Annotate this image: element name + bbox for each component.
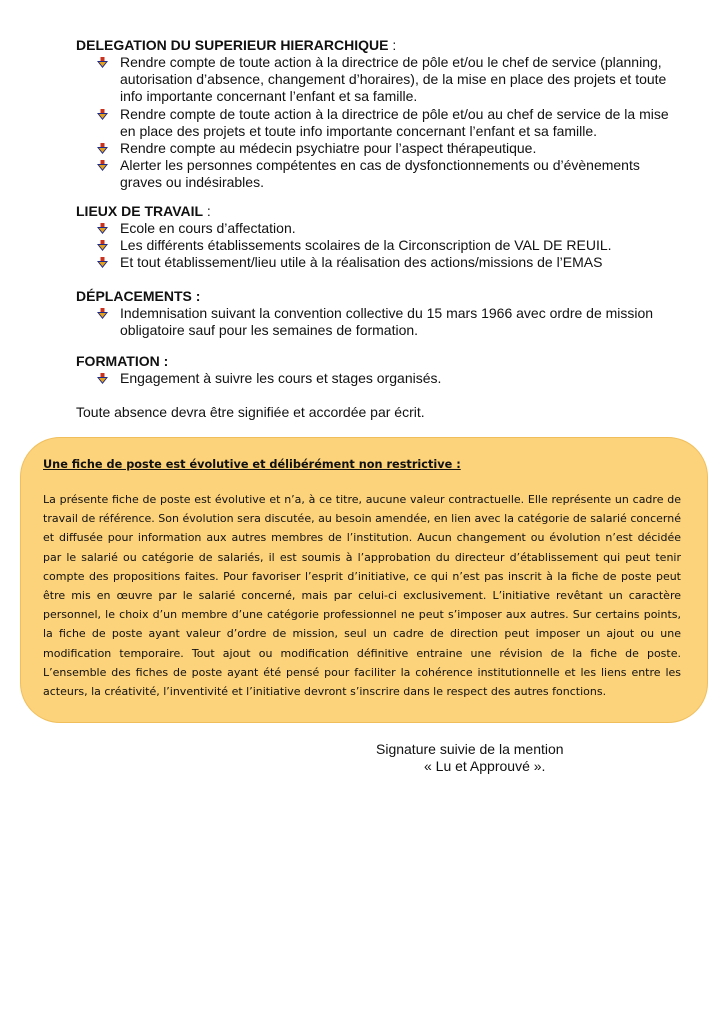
signature-line-1: Signature suivie de la mention [376, 741, 564, 757]
note-box [20, 437, 708, 723]
bullet-list [76, 305, 676, 339]
bullet-list [76, 54, 676, 192]
section-title: DELEGATION DU SUPERIEUR HIERARCHIQUE : [76, 37, 397, 53]
list-item: Rendre compte de toute action à la directrice de pôle et/ou le chef de service (planning, autorisation d’absence, changement d’horaires), de la mise en place des projets et toute info importante concernant l’enfant et sa famille. [76, 54, 676, 106]
arrow-down-icon [97, 223, 108, 234]
list-item: Alerter les personnes compétentes en cas de dysfonctionnements ou d’évènements graves ou indésirables. [76, 157, 676, 191]
section-title: DÉPLACEMENTS : [76, 288, 201, 304]
list-item: Et tout établissement/lieu utile à la réalisation des actions/missions de l’EMAS [76, 254, 676, 271]
arrow-down-icon [97, 308, 108, 319]
arrow-down-icon [97, 160, 108, 171]
list-item: Engagement à suivre les cours et stages organisés. [76, 370, 676, 387]
list-item: Ecole en cours d’affectation. [76, 220, 676, 237]
arrow-down-icon [97, 240, 108, 251]
note-box-body: La présente fiche de poste est évolutive et n’a, à ce titre, aucune valeur contractuelle. Elle représente un cadre de travail de référence. Son évolution sera discutée, au besoin amendée, en lien avec la catégorie de salarié concerné et diffusée pour information aux autres membres de l’institution. Aucun changement ou évolution n’est décidée par le salarié ou catégorie de salariés, il est soumis à l’approbation du directeur d’établissement qui peut tenir compte des propositions faites. Pour favoriser l’esprit d’initiative, ce qui n’est pas inscrit à la fiche de poste peut être mis en œuvre par le salarié concerné, mais par celui-ci exclusivement. L’initiative revêtant un caractère personnel, le choix d’un membre d’une catégorie professionnel ne peut s’imposer aux autres. Sur certains points, la fiche de poste ayant valeur d’ordre de mission, seul un cadre de direction peut imposer un ajout ou une modification temporaire. Tout ajout ou modification définitive entraine une révision de la fiche de poste. L’ensemble des fiches de poste ayant été pensé pour faciliter la cohérence institutionnelle et les liens entre les acteurs, la créativité, l’inventivité et l’initiative devront s’inscrire dans le respect des autres fonctions. [43, 493, 681, 699]
section-title: FORMATION : [76, 353, 169, 369]
arrow-down-icon [97, 143, 108, 154]
note-box-title: Une fiche de poste est évolutive et délibérément non restrictive : [43, 458, 461, 471]
list-item: Rendre compte au médecin psychiatre pour l’aspect thérapeutique. [76, 140, 676, 157]
section-formation [76, 353, 676, 387]
section-lieux-de-travail [76, 203, 676, 272]
section-title: LIEUX DE TRAVAIL : [76, 203, 211, 219]
arrow-down-icon [97, 57, 108, 68]
arrow-down-icon [97, 257, 108, 268]
bullet-list [76, 220, 676, 272]
list-item: Les différents établissements scolaires de la Circonscription de VAL DE REUIL. [76, 237, 676, 254]
signature-line-2: « Lu et Approuvé ». [424, 758, 546, 774]
list-item: Rendre compte de toute action à la directrice de pôle et/ou au chef de service de la mise en place des projets et toute info importante concernant l’enfant et sa famille. [76, 106, 676, 140]
section-delegation [76, 37, 676, 192]
signature-block [376, 741, 606, 775]
arrow-down-icon [97, 109, 108, 120]
arrow-down-icon [97, 373, 108, 384]
bullet-list [76, 370, 676, 387]
list-item: Indemnisation suivant la convention collective du 15 mars 1966 avec ordre de mission obligatoire sauf pour les semaines de formation. [76, 305, 676, 339]
absence-note: Toute absence devra être signifiée et accordée par écrit. [76, 404, 425, 420]
section-deplacements [76, 288, 676, 339]
